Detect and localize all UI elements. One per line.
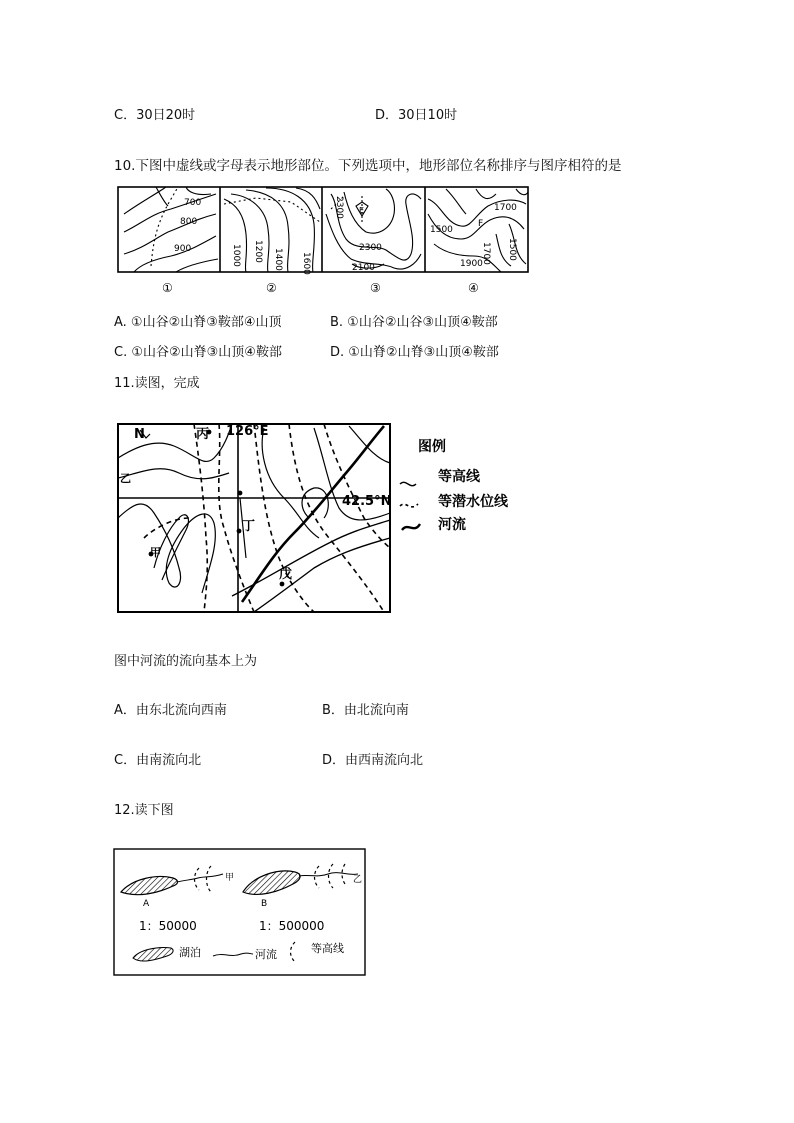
scale-a: 1：50000 bbox=[139, 919, 197, 933]
lat-label: 42.5°N bbox=[342, 494, 392, 509]
lake-a-label: A bbox=[143, 899, 150, 909]
legend-contour: 等高线 bbox=[438, 469, 480, 485]
legend-river-swatch bbox=[402, 524, 420, 530]
p2-contour-1600: 1600 bbox=[301, 252, 311, 275]
p4-contour-1700b: 1700 bbox=[481, 242, 491, 265]
legend-lake: 湖泊 bbox=[179, 946, 201, 959]
legend-river: 河流 bbox=[438, 517, 466, 533]
q11-option-d: D．由西南流向北 bbox=[322, 753, 424, 768]
legend-river-12: 河流 bbox=[255, 948, 277, 961]
p2-contour-1000: 1000 bbox=[231, 244, 241, 267]
p4-contour-1500b: 1500 bbox=[507, 238, 517, 261]
legend-title: 图例 bbox=[418, 439, 446, 455]
q10-option-a: A. ①山谷②山脊③鞍部④山顶 bbox=[114, 315, 282, 330]
p2-contour-1400: 1400 bbox=[273, 248, 283, 271]
p1-contour-700: 700 bbox=[184, 198, 202, 208]
p3-contour-2300a: 2300 bbox=[334, 196, 344, 219]
point-wu: 戊 bbox=[279, 567, 293, 582]
legend-river-icon bbox=[213, 953, 253, 956]
q11-map-figure bbox=[114, 418, 524, 618]
q9-option-c: C．30日20时 bbox=[114, 108, 196, 123]
point-jia: 甲 bbox=[150, 546, 161, 559]
q12-stem: 12.读下图 bbox=[114, 803, 174, 818]
q12-lake-figure bbox=[113, 848, 367, 978]
panel-label-3: ③ bbox=[370, 281, 381, 295]
p4-contour-1900: 1900 bbox=[460, 259, 483, 269]
p3-contour-2300b: 2300 bbox=[359, 243, 382, 253]
legend-watertable: 等潜水位线 bbox=[438, 494, 508, 510]
lake-a-shape bbox=[121, 877, 178, 895]
p4-point-f: F bbox=[478, 219, 484, 229]
q10-contour-figure bbox=[116, 184, 532, 299]
p4-contour-1500a: 1500 bbox=[430, 225, 453, 235]
q11-legend bbox=[400, 438, 509, 533]
p3-contour-2100: 2100 bbox=[352, 263, 375, 273]
legend-lake-icon bbox=[133, 947, 173, 961]
lake-b-label: B bbox=[261, 899, 268, 909]
q10-option-d: D. ①山脊②山脊③山顶④鞍部 bbox=[330, 345, 499, 360]
p3-point-e: E bbox=[359, 206, 365, 215]
point-jia-12: 甲 bbox=[225, 873, 235, 883]
p2-contour-1200: 1200 bbox=[253, 240, 263, 263]
q10-stem: 10.下图中虚线或字母表示地形部位。下列选项中，地形部位名称排序与图序相符的是 bbox=[114, 158, 622, 174]
q11-question: 图中河流的流向基本上为 bbox=[114, 654, 258, 669]
q11-option-b: B．由北流向南 bbox=[322, 703, 409, 718]
p1-contour-800: 800 bbox=[180, 217, 198, 227]
q11-stem: 11.读图，完成 bbox=[114, 376, 200, 391]
point-yi-12: 乙 bbox=[353, 875, 363, 885]
p4-contour-1700a: 1700 bbox=[494, 203, 517, 213]
panel-label-2: ② bbox=[266, 281, 277, 295]
north-arrow-label: N bbox=[134, 427, 145, 442]
scale-b: 1：500000 bbox=[259, 919, 325, 933]
panel-label-4: ④ bbox=[468, 281, 479, 295]
point-ding: 丁 bbox=[242, 519, 256, 534]
q11-option-a: A．由东北流向西南 bbox=[114, 703, 227, 718]
lake-b-shape bbox=[243, 871, 300, 894]
q10-option-c: C. ①山谷②山脊③山顶④鞍部 bbox=[114, 345, 282, 360]
legend-contour-12: 等高线 bbox=[311, 942, 344, 955]
river-a bbox=[177, 874, 223, 882]
q9-option-d: D．30日10时 bbox=[375, 108, 458, 123]
q11-option-c: C．由南流向北 bbox=[114, 753, 202, 768]
q10-option-b: B. ①山谷②山谷③山顶④鞍部 bbox=[330, 315, 498, 330]
panel-label-1: ① bbox=[162, 281, 173, 295]
point-bing: 丙 bbox=[196, 427, 210, 442]
legend-watertable-swatch bbox=[400, 504, 418, 507]
p1-contour-900: 900 bbox=[174, 244, 192, 254]
legend-contour-icon bbox=[291, 942, 296, 962]
point-yi: 乙 bbox=[120, 472, 131, 485]
legend-contour-swatch bbox=[400, 482, 416, 485]
lon-label: 126°E bbox=[226, 424, 269, 439]
